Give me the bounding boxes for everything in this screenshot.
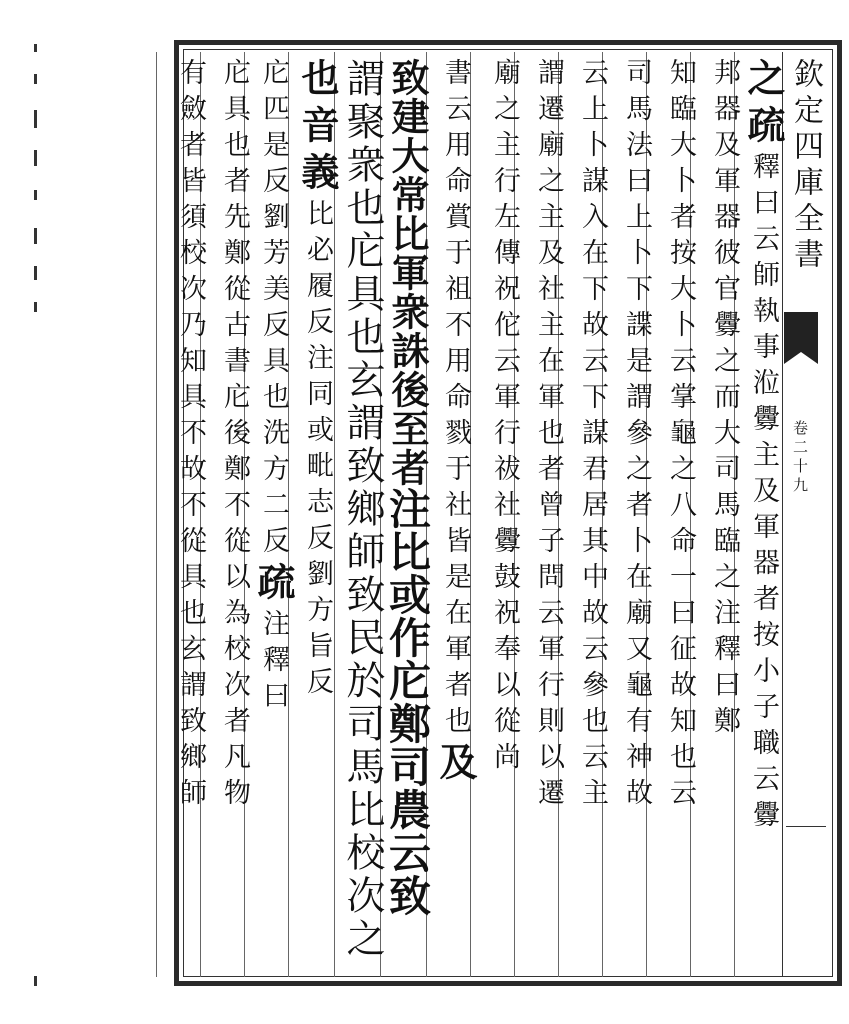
commentary-text: 庀具也者先鄭從古書庀後鄭不從以為校次者凡物 <box>219 58 250 814</box>
commentary-text: 釋曰云師執事涖釁主及軍器者按小子職云釁 <box>748 152 779 836</box>
commentary-text: 廟之主行左傳祝佗云軍行祓社釁鼓祝奉以從尚 <box>489 58 520 778</box>
text-column <box>430 58 478 973</box>
juan-number: 卷二十九 <box>791 420 809 496</box>
text-column <box>474 58 518 973</box>
commentary-text: 謂聚衆也庀具也玄謂致鄉師致民於司馬比校次之 <box>340 58 385 961</box>
text-column <box>606 58 650 973</box>
text-column <box>248 58 296 973</box>
commentary-text: 知臨大卜者按大卜云掌龜之八命一曰征故知也云 <box>665 58 696 814</box>
scan-edge-marks <box>34 40 42 990</box>
fish-tail-ornament <box>784 312 818 352</box>
text-column <box>738 58 786 973</box>
commentary-text: 書云用命賞于祖不用命戮于社皆是在軍者也 <box>440 58 471 742</box>
text-column <box>383 58 432 973</box>
text-column <box>338 58 385 973</box>
text-column <box>694 58 738 973</box>
commentary-text: 比必履反注同或毗志反劉方旨反 <box>302 199 333 703</box>
commentary-text: 謂遷廟之主及社主在軍也者曾子問云軍行則以遷 <box>533 58 564 814</box>
column-rule <box>156 52 157 977</box>
headword: 之疏 <box>741 58 786 152</box>
book-title: 欽定四庫全書 <box>788 58 823 274</box>
headword: 致建大常比軍衆誅後至者 <box>385 58 430 487</box>
commentary-text: 邦器及軍器彼官釁之而大司馬臨之注釋曰鄭 <box>709 58 740 742</box>
commentary-text: 注釋曰 <box>258 609 289 717</box>
headword: 也 <box>295 58 340 105</box>
commentary-text: 有斂者皆須校次乃知具不故不從具也玄謂致鄉師 <box>175 58 206 814</box>
text-column <box>650 58 694 973</box>
commentary-text: 庀匹是反劉芳美反具也洗方二反 <box>258 58 289 562</box>
headword: 及 <box>433 742 478 789</box>
commentary-text: 云上卜謀入在下故云下謀君居其中故云參也云主 <box>577 58 608 814</box>
margin-rule <box>786 826 826 827</box>
commentary-text: 注比或作庀鄭司農云致 <box>383 487 432 917</box>
text-column <box>204 58 248 973</box>
text-column <box>562 58 606 973</box>
text-column <box>160 58 204 973</box>
headword: 疏 <box>251 562 296 609</box>
headword: 音義 <box>295 105 340 199</box>
text-column <box>518 58 562 973</box>
commentary-text: 司馬法曰上卜下諜是謂參之者卜在廟又龜有神故 <box>621 58 652 814</box>
text-column <box>292 58 340 973</box>
